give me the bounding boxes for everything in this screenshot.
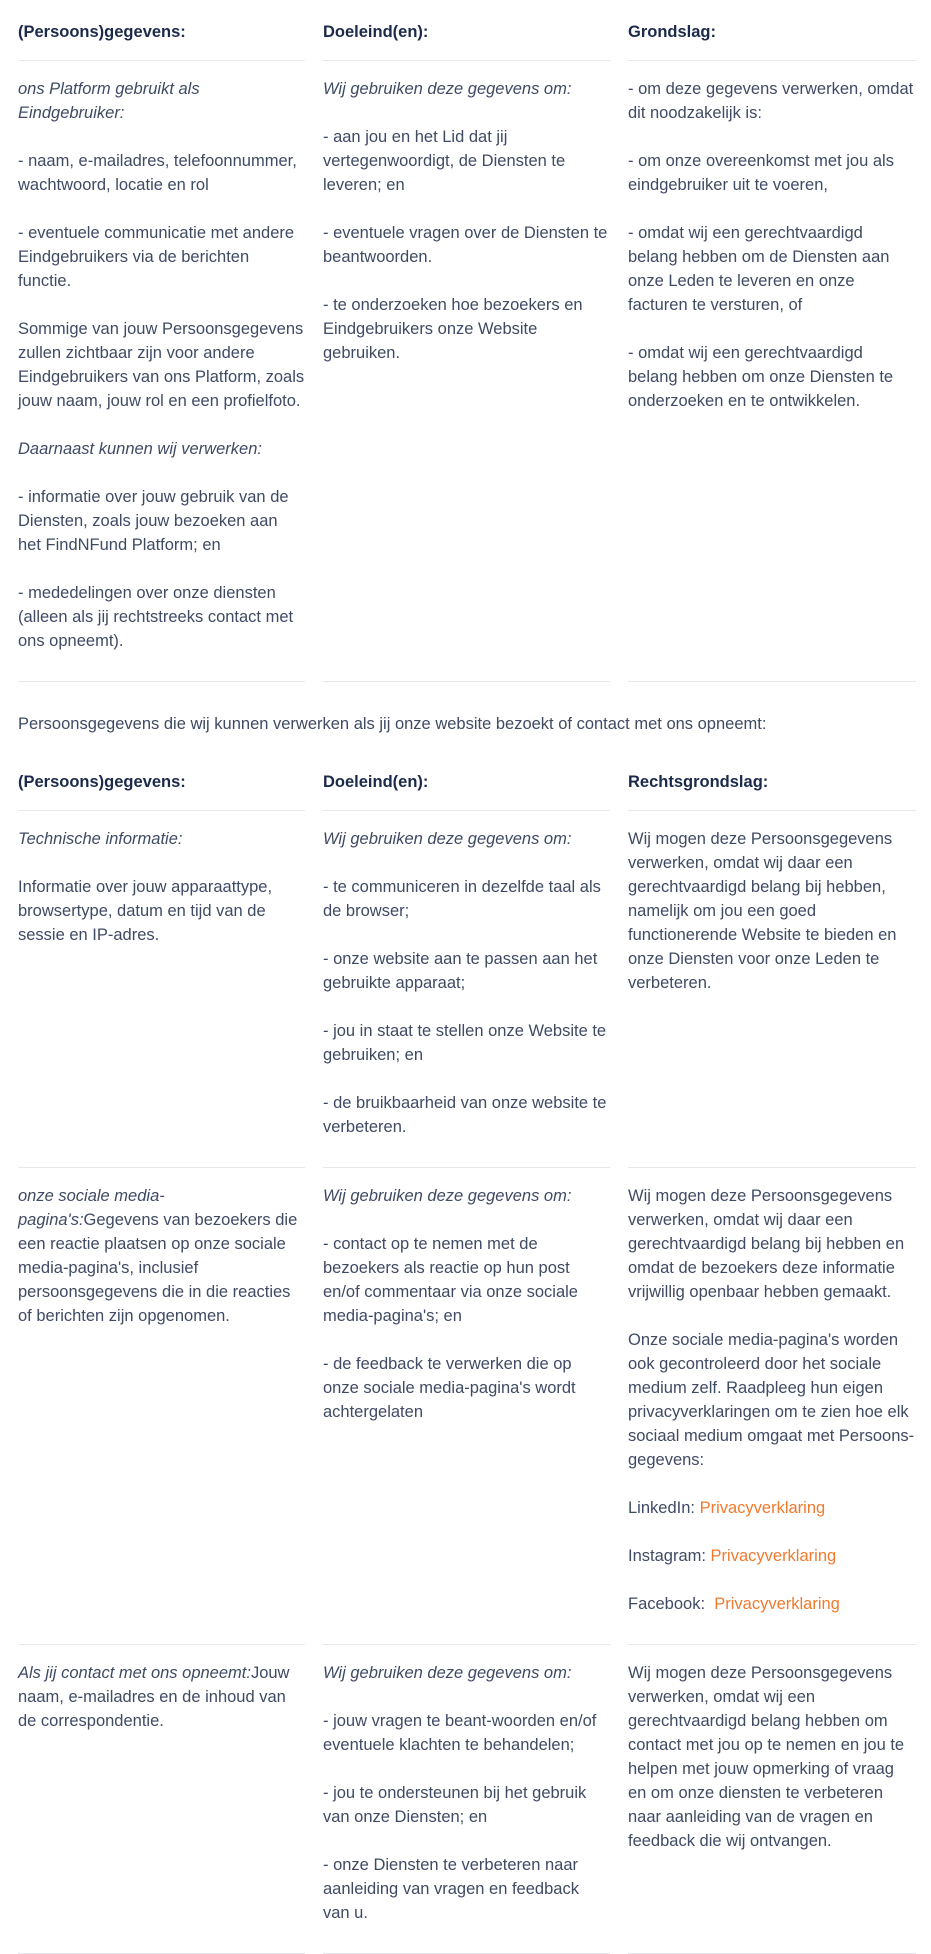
basis-item: Onze sociale media-pagina's worden ook gecontroleerd door het sociale medium zelf. Raadpleeg hun eigen privacyverklaringen om te zien hoe elk sociaal medium omgaat met Persoons-gegevens: (628, 1331, 915, 1469)
header-persoonsgegevens: (Persoons)gegevens: (18, 770, 305, 811)
instagram-label: Instagram: (628, 1547, 706, 1565)
social-basis-cell (628, 1168, 916, 1645)
additional-processing-label: Daarnaast kunnen wij verwerken: (18, 440, 262, 458)
data-item: - informatie over jouw gebruik van de Diensten, zoals jouw bezoeken aan het FindNFund Platform; en (18, 488, 289, 554)
technical-data-cell (18, 811, 305, 1168)
header-doeleinden: Doeleind(en): (323, 770, 610, 811)
basis-item: Wij mogen deze Persoonsgegevens verwerken, omdat wij daar een gerechtvaardigd belang bij hebben en omdat de bezoekers deze informatie vrijwillig openbaar hebben gemaakt. (628, 1187, 905, 1301)
purpose-item: - aan jou en het Lid dat jij vertegenwoordigt, de Diensten te leveren; en (323, 128, 566, 194)
instagram-privacy-link[interactable]: Privacyverklaring (710, 1547, 837, 1565)
data-note: Sommige van jouw Persoonsgegevens zullen zichtbaar zijn voor andere Eindgebruikers van ons Platform, zoals jouw naam, jouw rol en een profielfoto. (18, 320, 305, 410)
purpose-item: - de feedback te verwerken die op onze sociale media-pagina's wordt achtergelaten (323, 1355, 576, 1421)
social-data-description: Gegevens van bezoekers die een reactie plaatsen op onze sociale media-pagina's, inclusief persoonsgegevens die in die reacties of berichten zijn opgenomen. (18, 1211, 298, 1325)
social-line-facebook (628, 1592, 916, 1616)
header-grondslag: Grondslag: (628, 0, 916, 61)
platform-basis-cell (628, 61, 916, 682)
purpose-item: - jou in staat te stellen onze Website te gebruiken; en (323, 1022, 607, 1064)
contact-data-description: Jouw naam, e-mailadres en de inhoud van de correspondentie. (18, 1664, 290, 1730)
contact-purpose-cell (323, 1645, 610, 1954)
basis-item: Wij mogen deze Persoonsgegevens verwerken, omdat wij daar een gerechtvaardigd belang bij hebben, namelijk om jou een goed functionerende Website te bieden en onze Diensten voor onze Leden te verbeteren. (628, 830, 897, 992)
purpose-item: - onze website aan te passen aan het gebruikte apparaat; (323, 950, 598, 992)
purpose-item: - te communiceren in dezelfde taal als de browser; (323, 878, 601, 920)
basis-item: - omdat wij een gerechtvaardigd belang hebben om onze Diensten te onderzoeken en te ontwikkelen. (628, 344, 894, 410)
contact-data-cell (18, 1645, 305, 1954)
technical-purpose-cell (323, 811, 610, 1168)
social-data-text (18, 1184, 305, 1328)
website-intro-text: Persoonsgegevens die wij kunnen verwerken als jij onze website bezoekt of contact met ons opneemt: (18, 715, 767, 733)
social-line-instagram (628, 1544, 916, 1568)
purpose-item: - contact op te nemen met de bezoekers als reactie op hun post en/of commentaar via onze sociale media-pagina's; en (323, 1235, 578, 1325)
social-data-cell (18, 1168, 305, 1645)
header-doeleinden: Doeleind(en): (323, 0, 610, 61)
facebook-privacy-link[interactable]: Privacyverklaring (714, 1595, 840, 1613)
contact-basis-cell (628, 1645, 916, 1954)
purpose-item: - jou te ondersteunen bij het gebruik van onze Diensten; en (323, 1784, 587, 1826)
contact-data-text (18, 1661, 305, 1733)
purpose-intro: Wij gebruiken deze gegevens om: (323, 1187, 572, 1205)
purpose-intro: Wij gebruiken deze gegevens om: (323, 830, 572, 848)
linkedin-label: LinkedIn: (628, 1499, 695, 1517)
purpose-intro: Wij gebruiken deze gegevens om: (323, 80, 572, 98)
platform-user-label: ons Platform gebruikt als Eindgebruiker: (18, 80, 200, 122)
data-item: Informatie over jouw apparaattype, browsertype, datum en tijd van de sessie en IP-adres. (18, 878, 273, 944)
purpose-item: - jouw vragen te beant-woorden en/of eventuele klachten te behandelen; (323, 1712, 597, 1754)
basis-item: Wij mogen deze Persoonsgegevens verwerken, omdat wij een gerechtvaardigd belang hebben om contact met jou op te nemen en jou te helpen met jouw opmerking of vraag en om onze diensten te verbeteren naar aanleiding van de vragen en feedback die wij ontvangen. (628, 1664, 905, 1850)
data-item: - eventuele communicatie met andere Eindgebruikers via de berichten functie. (18, 224, 295, 290)
social-privacy-links (628, 1496, 916, 1616)
platform-purpose-cell (323, 61, 610, 682)
platform-data-cell (18, 61, 305, 682)
purpose-item: - eventuele vragen over de Diensten te beantwoorden. (323, 224, 608, 266)
purpose-item: - te onderzoeken hoe bezoekers en Eindgebruikers onze Website gebruiken. (323, 296, 583, 362)
linkedin-privacy-link[interactable]: Privacyverklaring (699, 1499, 826, 1517)
data-item: - naam, e-mailadres, telefoonnummer, wachtwoord, locatie en rol (18, 152, 297, 194)
header-rechtsgrondslag: Rechtsgrondslag: (628, 770, 916, 811)
facebook-label: Facebook: (628, 1595, 710, 1613)
social-pages-label: onze sociale media-pagina's: (18, 1187, 165, 1229)
contact-label: Als jij contact met ons opneemt: (18, 1664, 251, 1682)
technical-info-label: Technische informatie: (18, 830, 183, 848)
basis-item: - om deze gegevens verwerken, omdat dit noodzakelijk is: (628, 80, 914, 122)
social-purpose-cell (323, 1168, 610, 1645)
header-persoonsgegevens: (Persoons)gegevens: (18, 0, 305, 61)
technical-basis-cell (628, 811, 916, 1168)
purpose-item: - de bruikbaarheid van onze website te verbeteren. (323, 1094, 607, 1136)
purpose-intro: Wij gebruiken deze gegevens om: (323, 1664, 572, 1682)
basis-item: - om onze overeenkomst met jou als eindgebruiker uit te voeren, (628, 152, 894, 194)
website-data-table (18, 770, 913, 1954)
purpose-item: - onze Diensten te verbeteren naar aanleiding van vragen en feedback van u. (323, 1856, 579, 1922)
data-item: - mededelingen over onze diensten (alleen als jij rechtstreeks contact met ons opneemt). (18, 584, 294, 650)
social-line-linkedin (628, 1496, 916, 1520)
basis-item: - omdat wij een gerechtvaardigd belang hebben om de Diensten aan onze Leden te leveren en onze facturen te versturen, of (628, 224, 890, 314)
platform-data-table (18, 0, 913, 682)
